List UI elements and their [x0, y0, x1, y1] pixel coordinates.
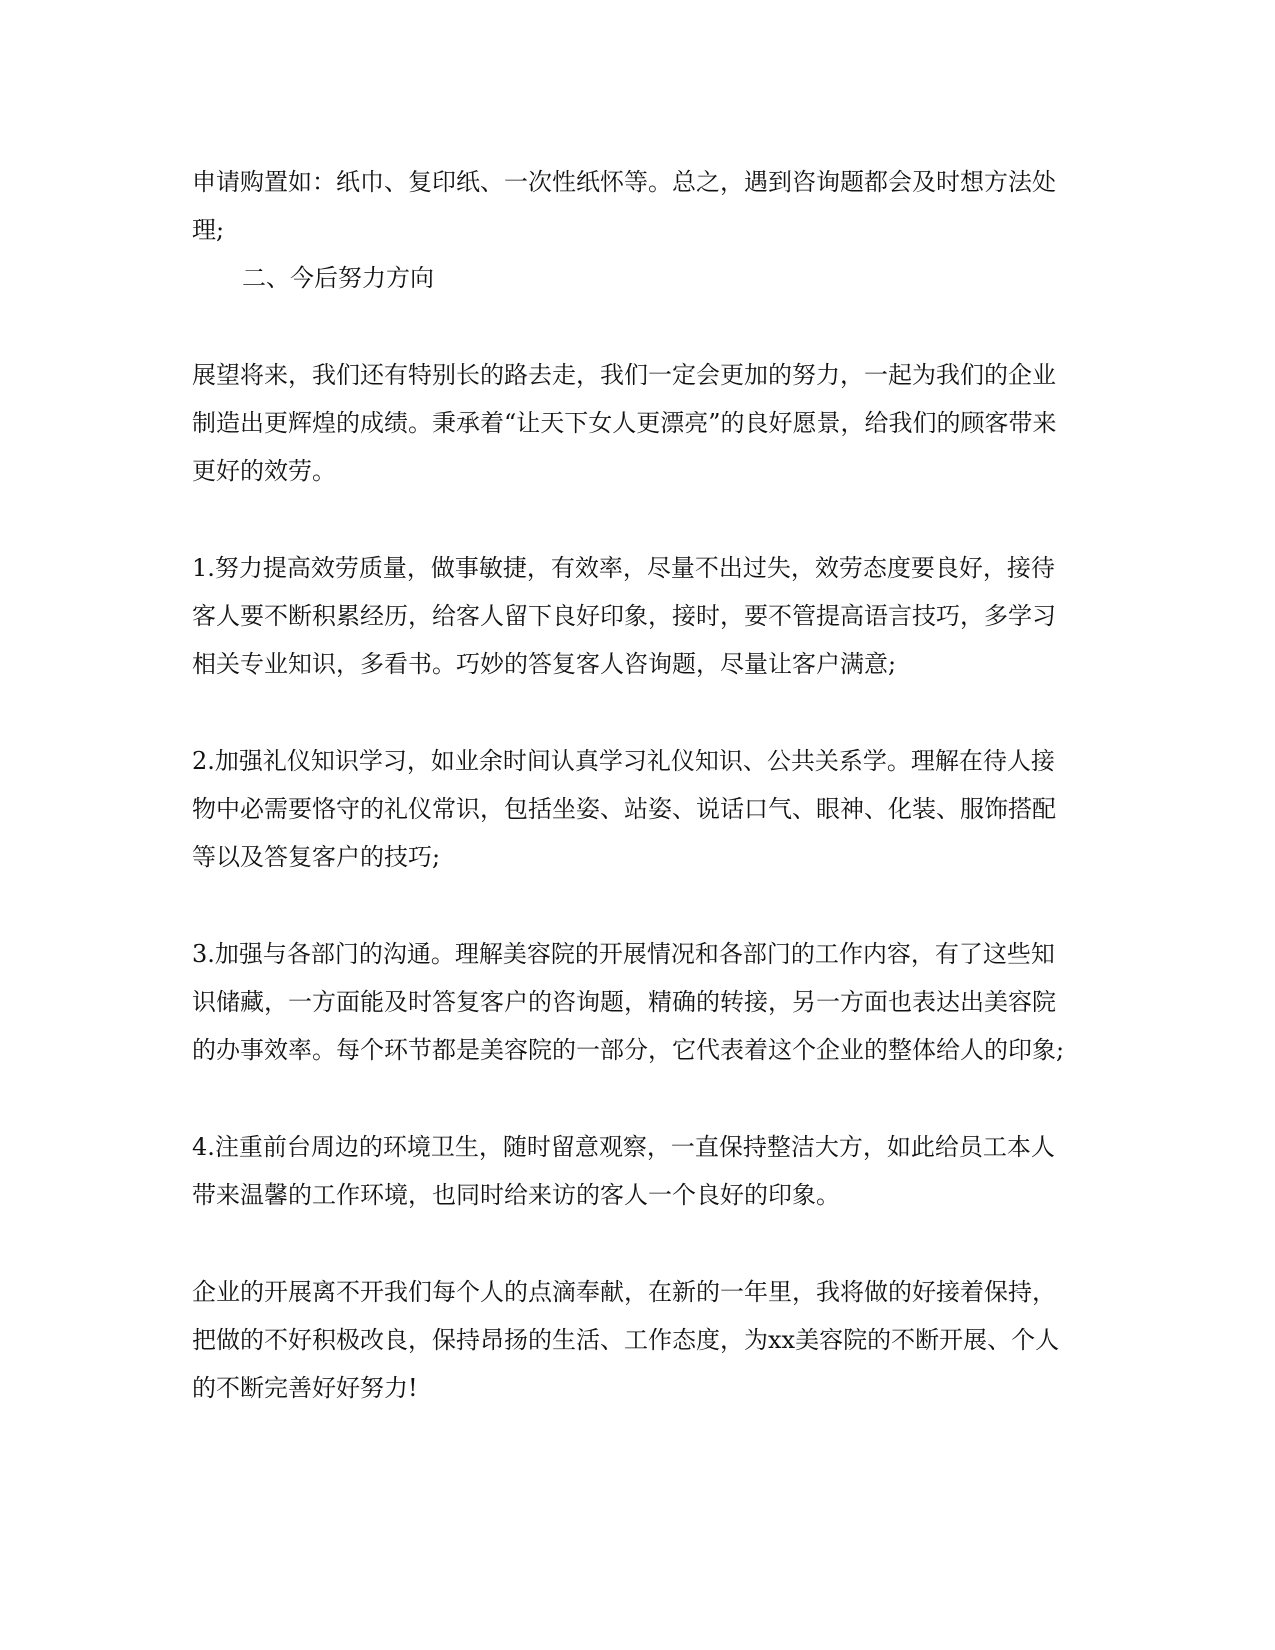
document-body: [192, 158, 1072, 1412]
paragraph-item-3: 3.加强与各部门的沟通。理解美容院的开展情况和各部门的工作内容，有了这些知识储藏，一方面能及时答复客户的咨询题，精确的转接，另一方面也表达出美容院的办事效率。每个环节都是美容院的一部分，它代表着这个企业的整体给人的印象;: [192, 940, 1065, 1064]
paragraph-item-1: 1.努力提高效劳质量，做事敏捷，有效率，尽量不出过失，效劳态度要良好，接待客人要不断积累经历，给客人留下良好印象，接时，要不管提高语言技巧，多学习相关专业知识，多看书。巧妙的答复客人咨询题，尽量让客户满意;: [192, 554, 1056, 678]
section-heading-future-direction: 二、今后努力方向: [242, 264, 434, 292]
paragraph-intro-continuation: 申请购置如：纸巾、复印纸、一次性纸怀等。总之，遇到咨询题都会及时想方法处理;: [192, 168, 1056, 244]
paragraph-item-2: 2.加强礼仪知识学习，如业余时间认真学习礼仪知识、公共关系学。理解在待人接物中必需要恪守的礼仪常识，包括坐姿、站姿、说话口气、眼神、化装、服饰搭配等以及答复客户的技巧;: [192, 747, 1056, 871]
paragraph-item-4: 4.注重前台周边的环境卫生，随时留意观察，一直保持整洁大方，如此给员工本人带来温馨的工作环境，也同时给来访的客人一个良好的印象。: [192, 1133, 1055, 1209]
paragraph-outlook: 展望将来，我们还有特别长的路去走，我们一定会更加的努力，一起为我们的企业制造出更辉煌的成绩。秉承着“让天下女人更漂亮”的良好愿景，给我们的顾客带来更好的效劳。: [192, 361, 1057, 485]
paragraph-conclusion: 企业的开展离不开我们每个人的点滴奉献，在新的一年里，我将做的好接着保持，把做的不好积极改良，保持昂扬的生活、工作态度，为xx美容院的不断开展、个人的不断完善好好努力!: [192, 1278, 1060, 1402]
